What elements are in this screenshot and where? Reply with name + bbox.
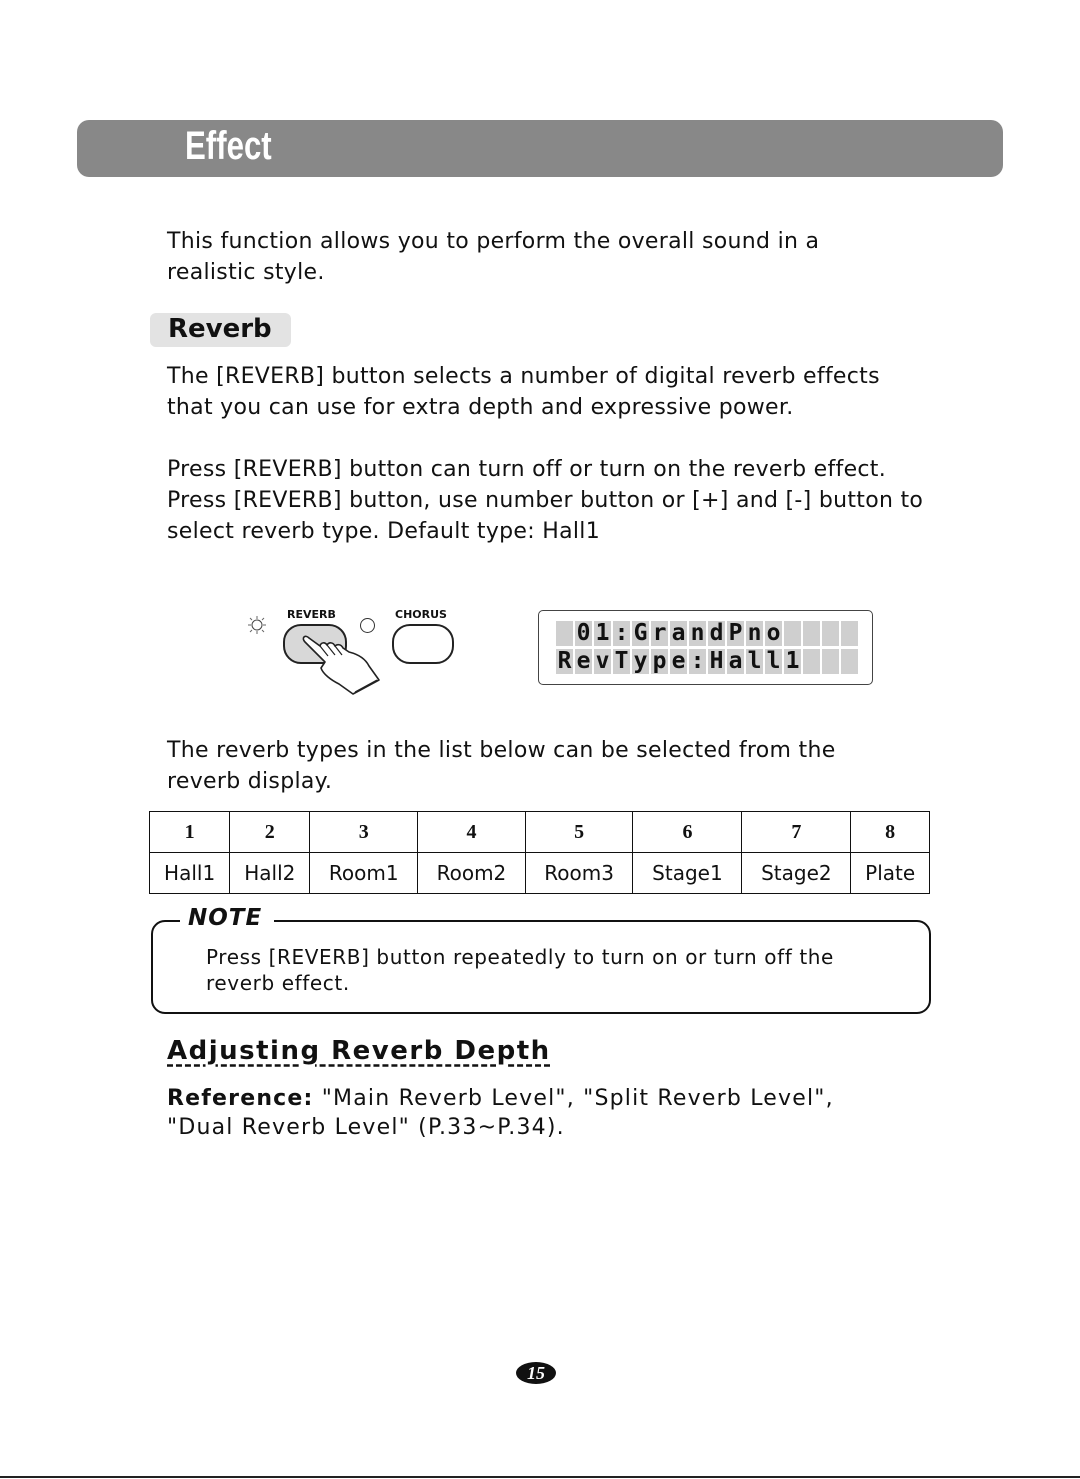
lcd-row-1 bbox=[556, 621, 858, 646]
reverb-button-label: REVERB bbox=[287, 608, 336, 621]
lcd-char: d bbox=[709, 620, 724, 646]
led-lit-icon bbox=[248, 616, 266, 634]
lcd-char: 1 bbox=[595, 620, 610, 646]
reverb-press-line-3: select reverb type. Default type: Hall1 bbox=[167, 519, 601, 544]
table-cell-name: Plate bbox=[851, 853, 930, 894]
table-cell-number: 1 bbox=[150, 812, 230, 853]
note-line-1: Press [REVERB] button repeatedly to turn on or turn off the bbox=[206, 945, 834, 969]
reverb-desc-line-2: that you can use for extra depth and expressive power. bbox=[167, 395, 794, 420]
table-cell-number: 5 bbox=[525, 812, 633, 853]
lcd-char: 0 bbox=[576, 620, 591, 646]
table-header-row bbox=[150, 812, 930, 853]
chorus-button[interactable] bbox=[392, 624, 454, 664]
reference-label: Reference: bbox=[167, 1086, 314, 1111]
lcd-char bbox=[803, 649, 820, 674]
lcd-char: a bbox=[671, 620, 686, 646]
lcd-char bbox=[841, 621, 858, 646]
pointing-hand-icon bbox=[295, 628, 385, 698]
note-label: NOTE bbox=[180, 905, 274, 931]
adjust-heading: Adjusting Reverb Depth bbox=[167, 1036, 551, 1066]
table-cell-number: 8 bbox=[851, 812, 930, 853]
table-cell-name: Hall1 bbox=[150, 853, 230, 894]
table-cell-name: Stage2 bbox=[742, 853, 851, 894]
button-panel-illustration bbox=[240, 600, 470, 700]
chorus-button-label: CHORUS bbox=[395, 608, 447, 621]
table-cell-number: 2 bbox=[230, 812, 310, 853]
lcd-display bbox=[538, 610, 873, 685]
lcd-char: P bbox=[728, 620, 743, 646]
reverb-desc-line-1: The [REVERB] button selects a number of digital reverb effects bbox=[167, 364, 880, 389]
lcd-char: e bbox=[576, 648, 591, 674]
lcd-char: a bbox=[728, 648, 743, 674]
reverb-heading-label: Reverb bbox=[168, 314, 272, 344]
lcd-char: y bbox=[633, 648, 648, 674]
lcd-char bbox=[784, 621, 801, 646]
reverb-press-line-1: Press [REVERB] button can turn off or turn on the reverb effect. bbox=[167, 457, 887, 482]
bottom-rule bbox=[0, 1476, 1080, 1478]
lcd-char: r bbox=[652, 620, 667, 646]
lcd-char: o bbox=[766, 620, 781, 646]
lcd-char bbox=[822, 621, 839, 646]
table-cell-number: 7 bbox=[742, 812, 851, 853]
table-row bbox=[150, 853, 930, 894]
table-cell-number: 3 bbox=[310, 812, 418, 853]
lcd-char bbox=[841, 649, 858, 674]
table-cell-name: Room3 bbox=[525, 853, 633, 894]
page-number: 15 bbox=[516, 1362, 556, 1384]
reverb-heading bbox=[150, 313, 291, 347]
section-banner bbox=[77, 120, 1003, 177]
lcd-char bbox=[822, 649, 839, 674]
lcd-char: T bbox=[614, 648, 629, 674]
section-title: Effect bbox=[185, 124, 272, 168]
reverb-types-table bbox=[149, 811, 930, 894]
lcd-char: G bbox=[633, 620, 648, 646]
lcd-char: n bbox=[690, 620, 705, 646]
lcd-char: R bbox=[557, 648, 572, 674]
lcd-char: H bbox=[709, 648, 724, 674]
table-cell-name: Hall2 bbox=[230, 853, 310, 894]
note-line-2: reverb effect. bbox=[206, 971, 350, 995]
table-cell-name: Room1 bbox=[310, 853, 418, 894]
lcd-char bbox=[803, 621, 820, 646]
table-cell-name: Room2 bbox=[418, 853, 526, 894]
reverb-press-line-2: Press [REVERB] button, use number button or [+] and [-] button to bbox=[167, 488, 924, 513]
types-intro-line-2: reverb display. bbox=[167, 769, 333, 794]
intro-line-1: This function allows you to perform the overall sound in a bbox=[167, 229, 820, 254]
lcd-char: 1 bbox=[785, 648, 800, 674]
lcd-char: p bbox=[652, 648, 667, 674]
lcd-char: v bbox=[595, 648, 610, 674]
types-intro-line-1: The reverb types in the list below can be selected from the bbox=[167, 738, 836, 763]
lcd-char: n bbox=[747, 620, 762, 646]
intro-line-2: realistic style. bbox=[167, 260, 325, 285]
lcd-char: e bbox=[671, 648, 686, 674]
lcd-char: l bbox=[747, 648, 762, 674]
table-cell-number: 6 bbox=[633, 812, 742, 853]
table-cell-number: 4 bbox=[418, 812, 526, 853]
reference-line-1: "Main Reverb Level", "Split Reverb Level", bbox=[313, 1086, 834, 1111]
lcd-char bbox=[556, 621, 573, 646]
table-cell-name: Stage1 bbox=[633, 853, 742, 894]
lcd-char: : bbox=[614, 620, 629, 646]
lcd-row-2 bbox=[556, 649, 858, 674]
lcd-char: l bbox=[766, 648, 781, 674]
reference-text bbox=[167, 1084, 834, 1142]
lcd-char: : bbox=[690, 648, 705, 674]
reference-line-2: "Dual Reverb Level" (P.33~P.34). bbox=[167, 1115, 565, 1140]
note-text bbox=[206, 944, 834, 996]
